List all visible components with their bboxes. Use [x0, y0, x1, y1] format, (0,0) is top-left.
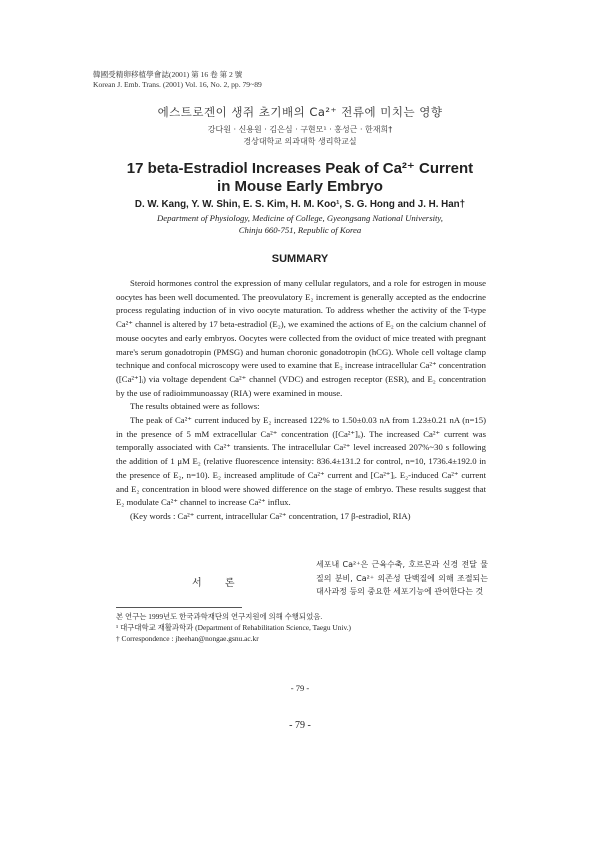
footnote-divider	[116, 607, 242, 608]
journal-header	[93, 70, 262, 90]
footnote-affiliation: ¹ 대구대학교 재활과학과 (Department of Rehabilitation Science, Taegu Univ.)	[116, 623, 352, 632]
korean-affiliation: 경상대학교 의과대학 생리학교실	[243, 137, 357, 146]
abstract	[116, 277, 486, 524]
page-number-large: - 79 -	[289, 720, 311, 731]
affiliation	[0, 212, 600, 236]
english-title-line2: in Mouse Early Embryo	[217, 178, 383, 195]
korean-authors: 강다원 · 신용원 · 김은심 · 구현모¹ · 홍성근 · 한재희†	[207, 125, 393, 134]
keywords: (Key words : Ca²⁺ current, intracellular Ca²⁺ concentration, 17 β-estradiol, RIA)	[130, 510, 411, 521]
affiliation-line2: Chinju 660-751, Republic of Korea	[238, 225, 362, 235]
footnote-correspondence: † Correspondence : jheehan@nongae.gsnu.ac.kr	[116, 634, 259, 643]
journal-header-english: Korean J. Emb. Trans. (2001) Vol. 16, No. 2, pp. 79~89	[93, 80, 262, 89]
abstract-paragraph-3: The peak of Ca²⁺ current induced by E₂ increased 122% to 1.50±0.03 nA from 1.23±0.21 nA (n=15) in the presence of 5 mM extracellular Ca²⁺ concentration ([Ca²⁺]ₒ). The increased Ca²⁺ current was temporally associated with Ca²⁺ transients. The intracellular Ca²⁺ level increased 207%~30 s following the addition of 1 μM E₂ (relative fluorescence intensity: 836.4±131.2 for control, n=10, 1736.4±192.0 in the presence of E₂, n=10). E₂ increased amplitude of Ca²⁺ current and [Ca²⁺]ᵢ. E₂-induced Ca²⁺ current and E₂ concentration in blood were showed difference on the stage of embryo. These results suggest that E₂ modulate Ca²⁺ channel to increase Ca²⁺ influx.	[116, 415, 486, 508]
korean-author-block	[0, 124, 600, 148]
abstract-paragraph-1: Steroid hormones control the expression of many cellular regulators, and a role for estrogen in mouse oocytes has been well documented. The preovulatory E₂ increment is generally accepted as the endocrine process regulating induction of in vivo oocyte maturation. To address whether the activity of the T-type Ca²⁺ channel is altered by 17 beta-estradiol (E₂), we examined the actions of E₂ on the calcium channel of mouse oocytes and early embryos. Oocytes were collected from the oviduct of mice treated with pregnant mare's serum gonadotropin (PMSG) and human choronic gonadotropin (hCG). Whole cell voltage clamp technique and confocal microscopy were used to examine that E₂ increase intracellular Ca²⁺ concentration ([Ca²⁺]ᵢ) via voltage dependent Ca²⁺ channel (VDC) and estrogen receptor (ESR), and E₂ concentration by the use of radioimmunoassay (RIA) were examined in mouse.	[116, 278, 486, 398]
footnotes	[116, 611, 351, 644]
journal-header-korean: 韓國受精卵移植學會誌(2001) 第 16 卷 第 2 號	[93, 70, 243, 79]
summary-heading: SUMMARY	[271, 253, 329, 265]
korean-title: 에스트로겐이 생쥐 초기배의 Ca²⁺ 전류에 미치는 영향	[157, 105, 443, 119]
english-title	[0, 160, 600, 196]
footnote-funding: 본 연구는 1999년도 한국과학재단의 연구지원에 의해 수행되었음.	[116, 612, 323, 621]
page-number-small: - 79 -	[290, 683, 310, 693]
introduction-text: 세포내 Ca²⁺은 근육수축, 호르몬과 신경 전달 물질의 분비, Ca²⁺ 의존성 단백질에 의해 조절되는 대사과정 등의 중요한 세포기능에 관여한다는 것	[316, 560, 488, 597]
english-authors: D. W. Kang, Y. W. Shin, E. S. Kim, H. M. Koo¹, S. G. Hong and J. H. Han†	[134, 199, 466, 210]
section-heading-introduction: 서 론	[192, 578, 245, 589]
abstract-paragraph-2: The results obtained were as follows:	[130, 401, 260, 412]
affiliation-line1: Department of Physiology, Medicine of College, Gyeongsang National University,	[157, 213, 443, 223]
english-title-line1: 17 beta-Estradiol Increases Peak of Ca²⁺ Current	[126, 160, 474, 177]
